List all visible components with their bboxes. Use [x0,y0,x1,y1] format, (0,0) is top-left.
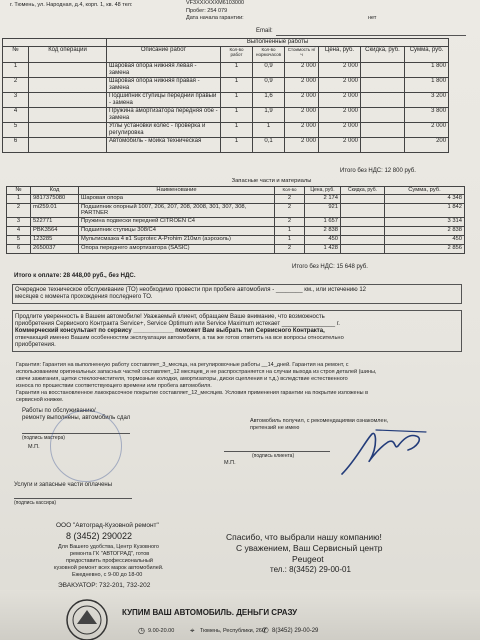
work-normhours: 0,9 [253,78,285,93]
table-row [7,203,465,217]
parts-header-discount: Скидка, руб. [341,186,385,194]
work-normhours: 1 [253,123,285,138]
part-discount [341,194,385,203]
work-desc: Углы установки колес - проверка и регулировка [107,123,221,138]
work-normhours: 0,1 [253,138,285,153]
part-sum: 1 842 [385,203,465,217]
part-code: 522771 [31,217,79,226]
phone-icon: ✆ [262,626,269,635]
work-discount [361,78,405,93]
part-discount [341,203,385,217]
work-sum: 1 800 [405,78,449,93]
work-desc: Подшипник ступицы передний правый - замена [107,93,221,108]
works-header-price: Цена, руб. [319,47,361,63]
contract-line1: Продлите уверенность в Вашем автомобиле! Уважаемый клиент, обращаем Ваше внимание, что возможность [15,314,325,320]
company-blurb: Для Вашего удобства, Центр Кузовного [58,544,159,550]
maintenance-line2: месяцев с момента прохождения последнего ТО. [15,294,153,300]
works-header-desc: Описание работ [107,47,221,63]
work-code [29,123,107,138]
part-qty: 2 [275,244,305,253]
email-label: Email: [256,28,273,34]
part-sum: 2 838 [385,226,465,235]
part-price: 450 [305,235,341,244]
work-rate: 2 000 [285,108,319,123]
work-discount [361,63,405,78]
work-discount [361,93,405,108]
parts-header-num: № [7,186,31,194]
part-num: 6 [7,244,31,253]
warranty-line: сервисной книжке. [16,397,64,403]
works-header-rate: Стоимость н/ч [285,47,319,63]
works-header-num: № [3,47,29,63]
works-header-qty: Кол-во работ [221,47,253,63]
mileage: Пробег: 254 079 [186,8,228,14]
client-caption: (подпись клиента) [252,453,295,459]
work-discount [361,138,405,153]
warranty-line: использованием оригинальных запасных частей составляет_12 месяцев_и не распространяется на случаи выхода из строя деталей (шины, [16,369,377,375]
part-price: 1 428 [305,244,341,253]
work-rate: 2 000 [285,63,319,78]
work-qty: 1 [221,123,253,138]
works-header-discount: Скидка, руб. [361,47,405,63]
work-code [29,138,107,153]
warranty-start-date: Дата начала гарантии: [186,15,244,21]
warranty-line: свечи зажигания, щетки стеклоочистителя, тормозные колодки, амортизаторы, диски сцепления и т.д.) вследствие естественного [16,376,348,382]
service-contract-box [12,310,462,352]
stamp-place-2: М.П. [224,460,236,466]
work-price: 2 000 [319,123,361,138]
work-rate: 2 000 [285,138,319,153]
car-received-label: Автомобиль получил, с рекомендациями ознакомлен, [250,418,389,424]
part-qty: 1 [275,226,305,235]
work-qty: 1 [221,78,253,93]
car-received-label-2: претензий не имею [250,425,300,431]
contract-line3: Коммерческий консультант по сервису ____________ поможет Вам выбрать тип Сервисного Контракта, [15,328,325,334]
work-sum: 3 800 [405,108,449,123]
part-price: 2 838 [305,226,341,235]
company-logo-icon [60,596,114,640]
work-desc: Шаровая опора нижняя левая - замена [107,63,221,78]
thanks-brand: Peugeot [292,554,324,564]
work-sum: 200 [405,138,449,153]
works-header-code: Код операции [29,47,107,63]
work-num: 6 [3,138,29,153]
top-strip [0,0,480,22]
work-price: 2 000 [319,78,361,93]
thanks-phone: тел.: 8(3452) 29-00-01 [270,565,351,574]
company-blurb: кузовной ремонт всех марок автомобилей. [54,565,164,571]
work-num: 3 [3,93,29,108]
stamp-place-1: М.П. [28,444,40,450]
client-signature-line [224,451,330,452]
table-row [7,217,465,226]
grand-total: Итого к оплате: 28 448,00 руб., без НДС. [14,272,136,279]
parts-header-qty: Кол-во [275,186,305,194]
part-sum: 3 314 [385,217,465,226]
part-qty: 2 [275,217,305,226]
work-num: 2 [3,78,29,93]
part-name: Пружина подвески передней CITROEN C4 [79,217,275,226]
work-desc: Шаровая опора нижняя правая - замена [107,78,221,93]
part-sum: 2 856 [385,244,465,253]
part-name: Шаровая опора [79,194,275,203]
master-caption: (подпись мастера) [22,435,65,441]
work-rate: 2 000 [285,78,319,93]
work-price: 2 000 [319,93,361,108]
work-accepted-label: Работы по обслуживанию/ [22,408,96,414]
email-line [276,35,466,36]
location-icon: ⌖ [190,626,195,635]
warranty-line: Гарантия на восстановленное лакокрасочное покрытие составляет_12_месяцев. Условия применения гарантии на покрытие изложены в [16,390,369,396]
customer-address: г. Тюмень, ул. Народная, д.4, корп. 1, кв. 48 тел: [10,2,133,8]
part-qty: 1 [275,235,305,244]
works-total: Итого без НДС: 12 800 руб. [340,168,416,174]
table-row [3,138,449,153]
work-code [29,108,107,123]
ad-headline: КУПИМ ВАШ АВТОМОБИЛЬ. ДЕНЬГИ СРАЗУ [122,608,298,617]
work-price: 2 000 [319,63,361,78]
work-qty: 1 [221,63,253,78]
parts-header-name: Наименование [79,186,275,194]
work-rate: 2 000 [285,123,319,138]
part-num: 4 [7,226,31,235]
part-price: 921 [305,203,341,217]
table-row [3,108,449,123]
works-title: Выполненные работы [107,39,449,47]
work-num: 5 [3,123,29,138]
part-code: mi259.01 [31,203,79,217]
thanks-line1: Спасибо, что выбрали нашу компанию! [226,532,382,542]
work-normhours: 1,9 [253,108,285,123]
work-code [29,63,107,78]
clock-icon: ◷ [138,626,145,635]
part-name: Опора переднего амортизатора (SASIC) [79,244,275,253]
work-desc: Автомобиль - мойка техническая [107,138,221,153]
part-code: 123285 [31,235,79,244]
parts-header-price: Цена, руб. [305,186,341,194]
cashier-caption: (подпись кассира) [14,500,57,506]
part-num: 5 [7,235,31,244]
part-num: 2 [7,203,31,217]
works-corner [3,39,107,47]
part-name: Подшипник ступицы 308/C4 [79,226,275,235]
part-name: Мультисмазка 4 в1 Suprotec A-Prohim 210мл (аэрозоль) [79,235,275,244]
part-sum: 4 348 [385,194,465,203]
work-qty: 1 [221,108,253,123]
table-row [7,235,465,244]
work-qty: 1 [221,93,253,108]
parts-header-sum: Сумма, руб. [385,186,465,194]
services-paid-label: Услуги и запасные части оплачены [14,482,113,488]
work-discount [361,108,405,123]
work-normhours: 0,9 [253,63,285,78]
part-qty: 2 [275,203,305,217]
works-header-sum: Сумма, руб. [405,47,449,63]
part-sum: 450 [385,235,465,244]
part-discount [341,235,385,244]
client-signature [336,420,432,478]
work-code [29,78,107,93]
warranty-line: Гарантия: Гарантия на выполненную работу составляет_3_месяца, на регулировочные работы __14_дней. Гарантия на ремонт, с [16,362,349,368]
contract-line5: приобретения. [15,342,56,348]
part-num: 1 [7,194,31,203]
maintenance-line1: Очередное техническое обслуживание (ТО) необходимо провести при пробеге автомобиля - ________ км., или истечению 12 [15,287,367,293]
part-code: 9817375080 [31,194,79,203]
works-table [2,38,449,153]
part-qty: 2 [275,194,305,203]
work-price: 2 000 [319,108,361,123]
part-price: 1 657 [305,217,341,226]
work-desc: Пружина амортизатора передняя обе - замена [107,108,221,123]
table-row [7,226,465,235]
parts-header-code: Код [31,186,79,194]
part-num: 3 [7,217,31,226]
part-code: 2650037 [31,244,79,253]
work-sum: 2 000 [405,123,449,138]
company-phone: 8 (3452) 290022 [66,531,133,541]
ad-hours: 9.00-20.00 [148,628,175,634]
part-discount [341,244,385,253]
table-row [3,93,449,108]
company-blurb: Ежедневно, с 9-00 до 18-00 [72,572,143,578]
table-row [7,244,465,253]
part-discount [341,217,385,226]
parts-table [6,178,465,254]
parts-corner [7,178,79,186]
cashier-signature-line [14,498,132,499]
contract-line2: приобретения Сервисного Контракта Service+, Service Optimum или Service Maximum истекает ________________ г. [15,321,340,327]
table-row [3,63,449,78]
part-code: PBK3564 [31,226,79,235]
company-name: ООО "Автоград-Кузовной ремонт" [56,522,159,529]
work-normhours: 1,6 [253,93,285,108]
parts-total: Итого без НДС: 15 648 руб. [292,264,368,270]
ad-band [0,590,480,640]
table-row [3,78,449,93]
thanks-line2: С уважением, Ваш Сервисный центр [236,543,383,553]
parts-title: Запасные части и материалы [231,178,312,184]
part-name: Подшипник опорный 1007, 206, 207, 208, 2008, 301, 307, 308, PARTNER [79,203,275,217]
work-price: 2 000 [319,138,361,153]
ad-address: Тюмень, Республики, 260 [200,628,265,634]
warranty-no: нет [368,15,377,21]
work-qty: 1 [221,138,253,153]
works-header-normhours: Кол-во нормочасов [253,47,285,63]
table-row [3,123,449,138]
ad-phone: 8(3452) 29-00-29 [272,628,319,634]
work-sum: 3 200 [405,93,449,108]
part-discount [341,226,385,235]
vin-number: VF3XXXXXXM6103000 [186,0,245,6]
work-rate: 2 000 [285,93,319,108]
warranty-line: износа по прошествии соответствующего времени или пробега автомобиля. [16,383,212,389]
work-accepted-label-2: ремонту выполнены, автомобиль сдал [22,415,131,421]
company-blurb: предоставить профессиональный [66,558,153,564]
contract-line4: отвечающий именно Вашим особенностям эксплуатации автомобиля, а так же готов ответить на все вопросы относительно [15,335,344,341]
part-price: 2 174 [305,194,341,203]
company-blurb: ремонта ГК "АВТОГРАД", готов [70,551,150,557]
work-num: 4 [3,108,29,123]
work-discount [361,123,405,138]
work-sum: 1 800 [405,63,449,78]
table-row [7,194,465,203]
company-stamp [50,410,122,482]
work-code [29,93,107,108]
maintenance-box [12,284,462,304]
evacuator-phone: ЭВАКУАТОР: 732-201, 732-202 [58,582,151,589]
work-num: 1 [3,63,29,78]
